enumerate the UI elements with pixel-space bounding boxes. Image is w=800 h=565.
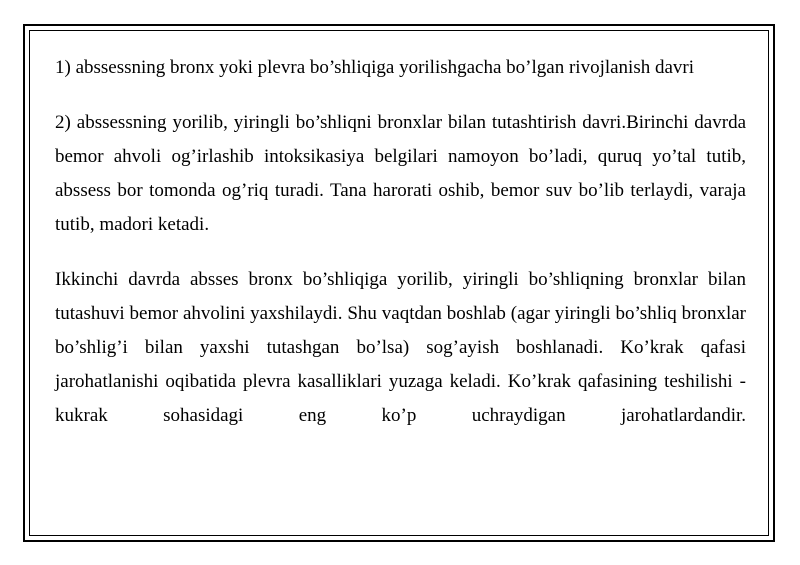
paragraph-stage-one: 1) abssessning bronx yoki plevra bo’shliqiga yorilishgacha bo’lgan rivojlanish davri [55,57,695,78]
paragraph-second-period: Ikkinchi davrda absses bronx bo’shliqiga yorilib, yiringli bo’shliqning bronxlar bilan tutashuvi bemor ahvolini yaxshilaydi. Shu vaqtdan boshlab (agar yiringli bo’shliq bronxlar bo’shlig’i bilan yaxshi tutashgan bo’lsa) sog’ayish boshlanadi. Ko’krak qafasi jarohatlanishi oqibatida plevra kasalliklari yuzaga keladi. Ko’krak qafasining teshilishi - kukrak sohasidagi eng ko’p uchraydigan jarohatlardandir. [55,269,746,426]
paragraph-stage-two: 2) abssessning yorilib, yiringli bo’shliqni bronxlar bilan tutashtirish davri.Birinchi davrda bemor ahvoli og’irlashib intoksikasiya belgilari namoyon bo’ladi, quruq yo’tal tutib, abssess bor tomonda og’riq turadi. Tana harorati oshib, bemor suv bo’lib terlaydi, varaja tutib, madori ketadi. [55,112,746,235]
document-body [55,51,746,433]
